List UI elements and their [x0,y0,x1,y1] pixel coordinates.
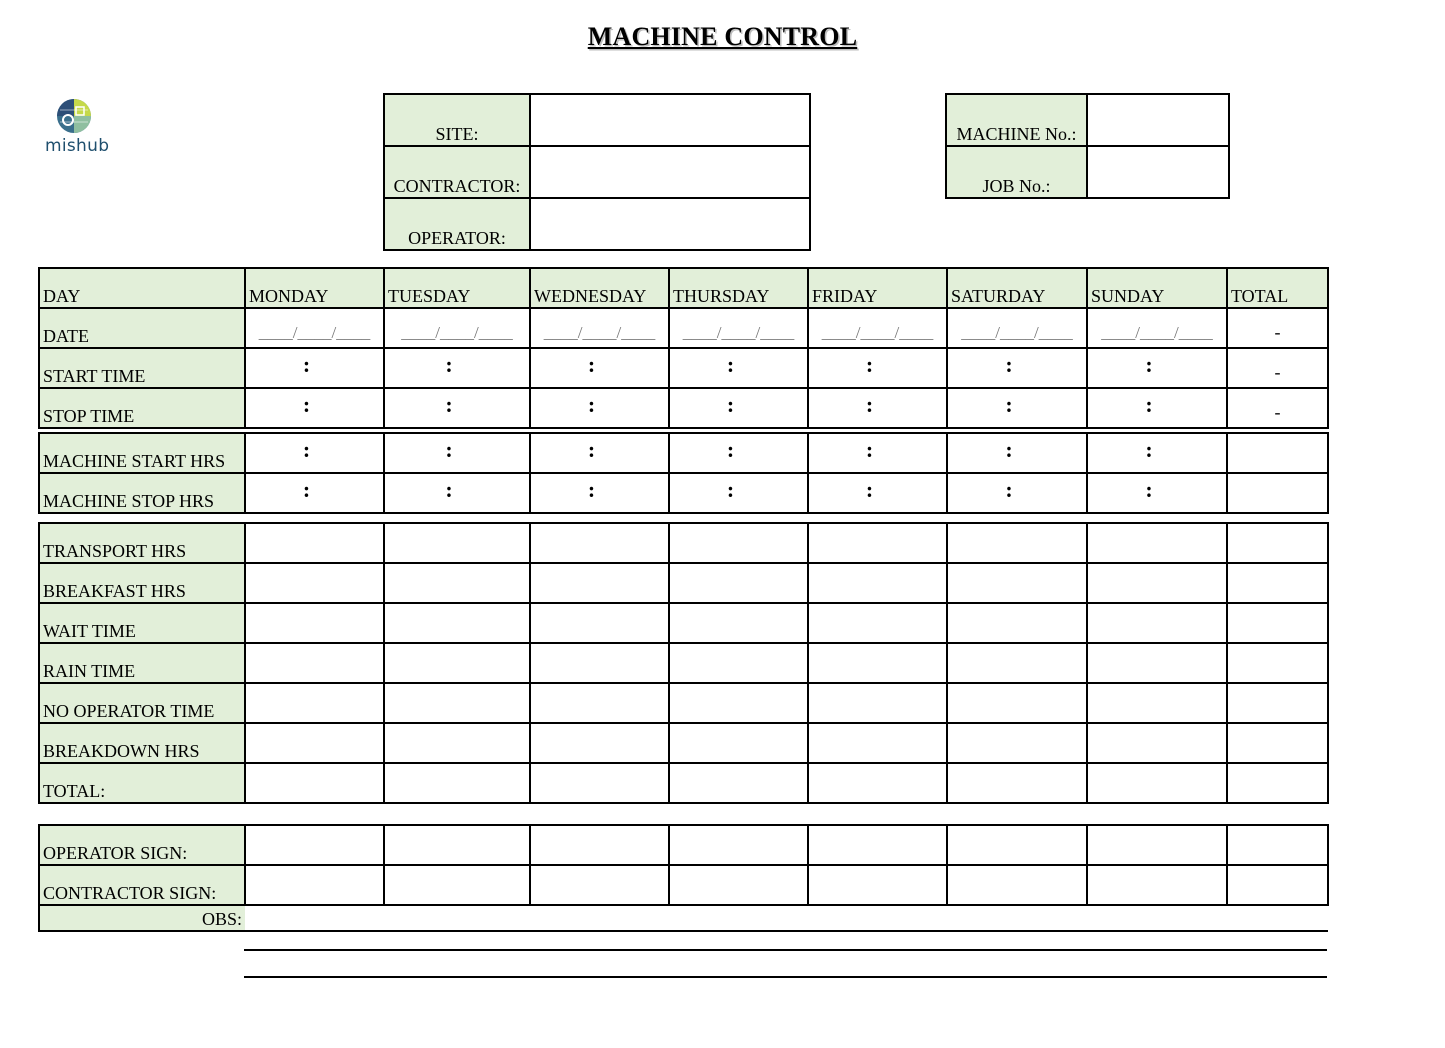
rain-time-label: RAIN TIME [39,643,245,683]
total-field[interactable] [1227,763,1328,803]
start-time-field[interactable]: : [947,348,1087,388]
machine-stop-hrs-field[interactable]: : [1087,473,1227,513]
no-operator-time-field[interactable] [808,683,947,723]
breakdown-hrs-field[interactable] [808,723,947,763]
operator-sign-field[interactable] [245,825,384,865]
date-field[interactable]: ____/____/____ [245,308,384,348]
breakfast-hrs-field[interactable] [530,563,669,603]
rain-time-field[interactable] [530,643,669,683]
breakfast-hrs-field[interactable] [245,563,384,603]
operator-label: OPERATOR: [384,198,530,250]
machine-no-label: MACHINE No.: [946,94,1087,146]
total-row [39,763,1328,803]
total-label: TOTAL: [39,763,245,803]
obs-field[interactable] [245,905,1328,931]
wait-time-row [39,603,1328,643]
rain-time-field[interactable] [245,643,384,683]
transport-hrs-field[interactable] [1087,523,1227,563]
contractor-sign-row [39,865,1328,905]
breakfast-hrs-field[interactable] [947,563,1087,603]
contractor-field[interactable] [530,146,810,198]
signature-table [38,824,1329,932]
rain-time-field[interactable] [1227,643,1328,683]
stop-time-row [39,388,1328,428]
machine-start-hrs-field[interactable]: : [1087,433,1227,473]
breakdown-hrs-field[interactable] [245,723,384,763]
rain-time-field[interactable] [669,643,808,683]
machine-start-hrs-field[interactable]: : [669,433,808,473]
start-time-field[interactable]: : [530,348,669,388]
start-time-total: - [1227,348,1328,388]
wait-time-field[interactable] [530,603,669,643]
operator-sign-label: OPERATOR SIGN: [39,825,245,865]
machine-start-hrs-field[interactable]: : [530,433,669,473]
breakdown-hrs-row [39,723,1328,763]
transport-hrs-field[interactable] [530,523,669,563]
day-header-cell: THURSDAY [669,268,808,308]
stop-time-field[interactable]: : [384,388,530,428]
operator-sign-row [39,825,1328,865]
schedule-table [38,267,1329,429]
date-field[interactable]: ____/____/____ [947,308,1087,348]
total-field[interactable] [384,763,530,803]
contractor-label: CONTRACTOR: [384,146,530,198]
day-header-cell: TUESDAY [384,268,530,308]
stop-time-field[interactable]: : [530,388,669,428]
obs-row [39,905,1328,931]
transport-hrs-field[interactable] [245,523,384,563]
transport-hrs-field[interactable] [947,523,1087,563]
no-operator-time-row [39,683,1328,723]
breakfast-hrs-label: BREAKFAST HRS [39,563,245,603]
day-header-row [39,268,1328,308]
machine-start-hrs-field[interactable]: : [947,433,1087,473]
total-field[interactable] [669,763,808,803]
job-no-field[interactable] [1087,146,1229,198]
obs-label: OBS: [39,905,245,931]
machine-stop-hrs-total[interactable] [1227,473,1328,513]
machine-start-hrs-row [39,433,1328,473]
total-field[interactable] [1087,763,1227,803]
contractor-sign-field[interactable] [808,865,947,905]
no-operator-time-field[interactable] [1087,683,1227,723]
no-operator-time-field[interactable] [1227,683,1328,723]
operator-sign-field[interactable] [530,825,669,865]
breakfast-hrs-field[interactable] [384,563,530,603]
day-header-cell: MONDAY [245,268,384,308]
breakdown-hrs-field[interactable] [1227,723,1328,763]
header-left-table [383,93,811,251]
date-field[interactable]: ____/____/____ [384,308,530,348]
breakfast-hrs-field[interactable] [1087,563,1227,603]
start-time-label: START TIME [39,348,245,388]
site-label: SITE: [384,94,530,146]
machine-start-hrs-field[interactable]: : [384,433,530,473]
machine-stop-hrs-field[interactable]: : [947,473,1087,513]
breakdown-hrs-field[interactable] [384,723,530,763]
no-operator-time-field[interactable] [245,683,384,723]
contractor-sign-field[interactable] [384,865,530,905]
total-field[interactable] [808,763,947,803]
stop-time-field[interactable]: : [245,388,384,428]
contractor-sign-field[interactable] [245,865,384,905]
transport-hrs-field[interactable] [669,523,808,563]
contractor-sign-field[interactable] [1087,865,1227,905]
operator-field[interactable] [530,198,810,250]
start-time-field[interactable]: : [808,348,947,388]
date-total: - [1227,308,1328,348]
wait-time-label: WAIT TIME [39,603,245,643]
wait-time-field[interactable] [669,603,808,643]
day-header-cell: FRIDAY [808,268,947,308]
wait-time-field[interactable] [947,603,1087,643]
machine-stop-hrs-field[interactable]: : [669,473,808,513]
breakdown-hrs-field[interactable] [669,723,808,763]
machine-no-field[interactable] [1087,94,1229,146]
day-header-cell: WEDNESDAY [530,268,669,308]
wait-time-field[interactable] [1227,603,1328,643]
wait-time-field[interactable] [808,603,947,643]
rain-time-field[interactable] [1087,643,1227,683]
contractor-sign-field[interactable] [1227,865,1328,905]
contractor-sign-field[interactable] [669,865,808,905]
operator-sign-field[interactable] [384,825,530,865]
breakdown-hrs-field[interactable] [947,723,1087,763]
machine-hours-table [38,432,1329,514]
transport-hrs-row [39,523,1328,563]
date-field[interactable]: ____/____/____ [669,308,808,348]
obs-line-3[interactable] [244,976,1327,978]
machine-start-hrs-field[interactable]: : [245,433,384,473]
stop-time-label: STOP TIME [39,388,245,428]
stop-time-field[interactable]: : [669,388,808,428]
contractor-sign-field[interactable] [530,865,669,905]
start-time-row [39,348,1328,388]
operator-sign-field[interactable] [1087,825,1227,865]
site-field[interactable] [530,94,810,146]
transport-hrs-field[interactable] [808,523,947,563]
machine-start-hrs-field[interactable]: : [808,433,947,473]
rain-time-field[interactable] [384,643,530,683]
machine-stop-hrs-field[interactable]: : [808,473,947,513]
wait-time-field[interactable] [245,603,384,643]
header-right-table [945,93,1230,199]
machine-start-hrs-label: MACHINE START HRS [39,433,245,473]
start-time-field[interactable]: : [1087,348,1227,388]
total-field[interactable] [245,763,384,803]
breakfast-hrs-field[interactable] [1227,563,1328,603]
operator-sign-field[interactable] [947,825,1087,865]
no-operator-time-field[interactable] [384,683,530,723]
total-field[interactable] [947,763,1087,803]
job-no-label: JOB No.: [946,146,1087,198]
machine-start-hrs-total[interactable] [1227,433,1328,473]
no-operator-time-field[interactable] [947,683,1087,723]
day-header-cell: SATURDAY [947,268,1087,308]
total-field[interactable] [530,763,669,803]
start-time-field[interactable]: : [669,348,808,388]
transport-hrs-label: TRANSPORT HRS [39,523,245,563]
contractor-sign-label: CONTRACTOR SIGN: [39,865,245,905]
contractor-sign-field[interactable] [947,865,1087,905]
operator-sign-field[interactable] [669,825,808,865]
breakfast-hrs-field[interactable] [808,563,947,603]
time-categories-table [38,522,1329,804]
obs-line-2[interactable] [244,949,1327,951]
day-header-cell: DAY [39,268,245,308]
rain-time-row [39,643,1328,683]
transport-hrs-field[interactable] [1227,523,1328,563]
machine-stop-hrs-label: MACHINE STOP HRS [39,473,245,513]
no-operator-time-field[interactable] [530,683,669,723]
machine-stop-hrs-field[interactable]: : [530,473,669,513]
no-operator-time-field[interactable] [669,683,808,723]
operator-sign-field[interactable] [1227,825,1328,865]
date-field[interactable]: ____/____/____ [530,308,669,348]
breakdown-hrs-field[interactable] [1087,723,1227,763]
date-label: DATE [39,308,245,348]
logo-text: mishub [45,136,110,156]
date-field[interactable]: ____/____/____ [808,308,947,348]
transport-hrs-field[interactable] [384,523,530,563]
stop-time-field[interactable]: : [808,388,947,428]
start-time-field[interactable]: : [245,348,384,388]
rain-time-field[interactable] [947,643,1087,683]
rain-time-field[interactable] [808,643,947,683]
no-operator-time-label: NO OPERATOR TIME [39,683,245,723]
stop-time-field[interactable]: : [947,388,1087,428]
machine-stop-hrs-field[interactable]: : [245,473,384,513]
stop-time-total: - [1227,388,1328,428]
wait-time-field[interactable] [1087,603,1227,643]
breakfast-hrs-row [39,563,1328,603]
date-row [39,308,1328,348]
day-header-cell: TOTAL [1227,268,1328,308]
wait-time-field[interactable] [384,603,530,643]
start-time-field[interactable]: : [384,348,530,388]
day-header-cell: SUNDAY [1087,268,1227,308]
stop-time-field[interactable]: : [1087,388,1227,428]
page-title: MACHINE CONTROL [587,22,858,51]
operator-sign-field[interactable] [808,825,947,865]
machine-stop-hrs-field[interactable]: : [384,473,530,513]
machine-stop-hrs-row [39,473,1328,513]
breakfast-hrs-field[interactable] [669,563,808,603]
breakdown-hrs-label: BREAKDOWN HRS [39,723,245,763]
breakdown-hrs-field[interactable] [530,723,669,763]
date-field[interactable]: ____/____/____ [1087,308,1227,348]
